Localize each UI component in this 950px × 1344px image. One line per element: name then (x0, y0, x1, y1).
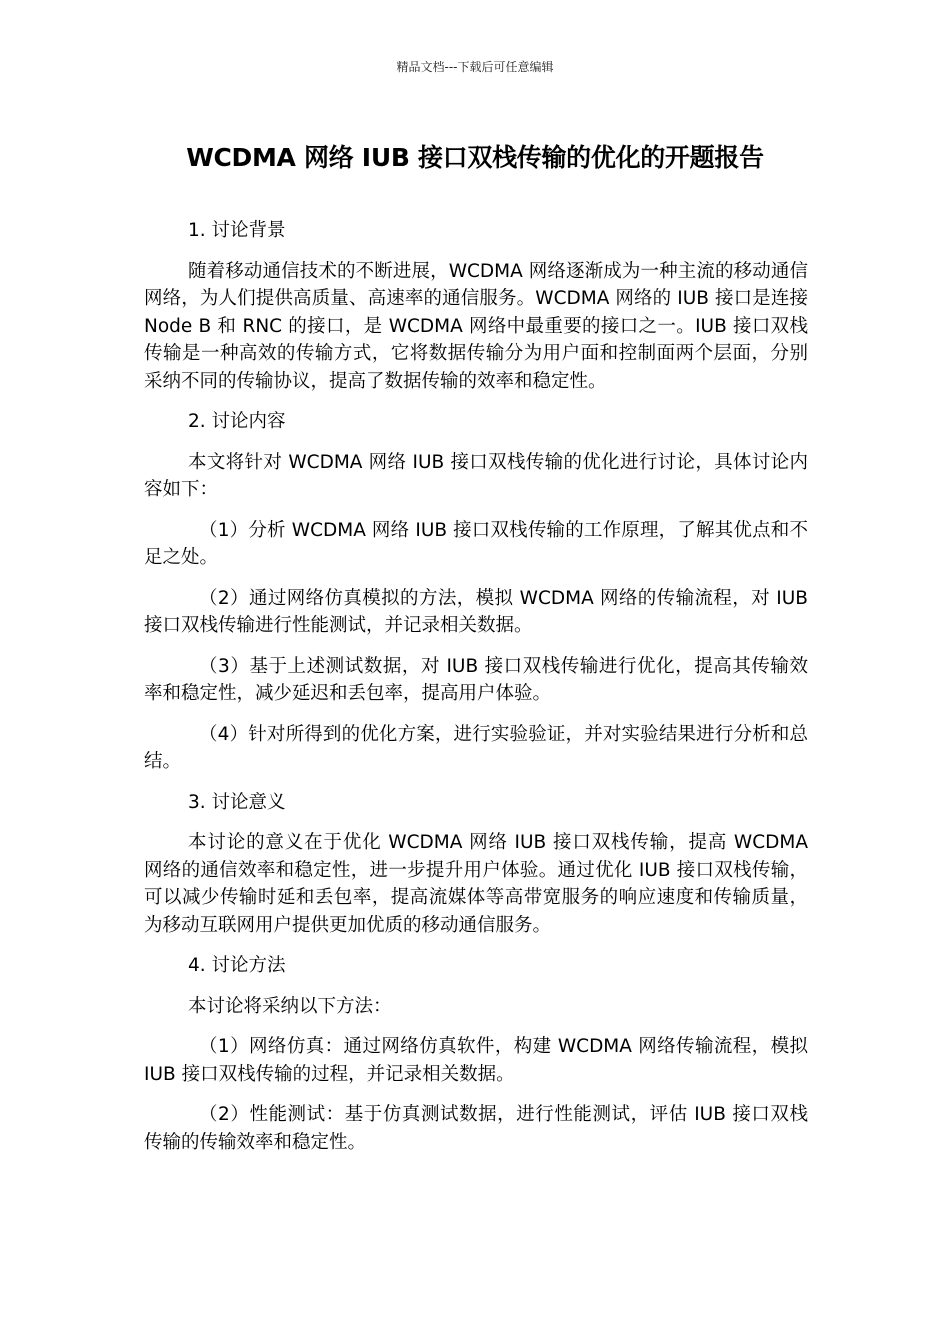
methods-list-item: （1）网络仿真：通过网络仿真软件，构建 WCDMA 网络传输流程，模拟 IUB 接口双栈传输的过程，并记录相关数据。 (144, 1036, 808, 1085)
section-heading-content: 2. 讨论内容 (188, 411, 286, 432)
content-intro-paragraph: 本文将针对 WCDMA 网络 IUB 接口双栈传输的优化进行讨论，具体讨论内容如下： (144, 451, 808, 500)
content-list-item: （3）基于上述测试数据，对 IUB 接口双栈传输进行优化，提高其传输效率和稳定性，减少延迟和丢包率，提高用户体验。 (144, 655, 808, 704)
section-heading-methods: 4. 讨论方法 (188, 955, 286, 976)
section-heading-significance: 3. 讨论意义 (188, 791, 286, 813)
content-list-item: （1）分析 WCDMA 网络 IUB 接口双栈传输的工作原理，了解其优点和不足之处。 (144, 519, 808, 568)
background-paragraph: 随着移动通信技术的不断进展，WCDMA 网络逐渐成为一种主流的移动通信网络，为人们提供高质量、高速率的通信服务。WCDMA 网络的 IUB 接口是连接 Node B 和 RNC 的接口，是 WCDMA 网络中最重要的接口之一。IUB 接口双栈传输是一种高效的传输方式，它将数据传输分为用户面和控制面两个层面，分别采纳不同的传输协议，提高了数据传输的效率和稳定性。 (144, 260, 808, 392)
methods-list-item: （2）性能测试：基于仿真测试数据，进行性能测试，评估 IUB 接口双栈传输的传输效率和稳定性。 (144, 1104, 808, 1153)
page-header: 精品文档---下载后可任意编辑 (396, 60, 554, 74)
content-list-item: （4）针对所得到的优化方案，进行实验验证，并对实验结果进行分析和总结。 (144, 723, 808, 772)
significance-paragraph: 本讨论的意义在于优化 WCDMA 网络 IUB 接口双栈传输，提高 WCDMA 网络的通信效率和稳定性，进一步提升用户体验。通过优化 IUB 接口双栈传输，可以减少传输时延和丢包率，提高流媒体等高带宽服务的响应速度和传输质量，为移动互联网用户提供更加优质的移动通信服务。 (144, 832, 808, 936)
content-list-item: （2）通过网络仿真模拟的方法，模拟 WCDMA 网络的传输流程，对 IUB 接口双栈传输进行性能测试，并记录相关数据。 (144, 587, 808, 636)
document-title: WCDMA 网络 IUB 接口双栈传输的优化的开题报告 (186, 143, 764, 172)
document-body (144, 217, 808, 1169)
methods-intro-paragraph: 本讨论将采纳以下方法： (188, 995, 392, 1017)
section-heading-background: 1. 讨论背景 (188, 220, 286, 241)
